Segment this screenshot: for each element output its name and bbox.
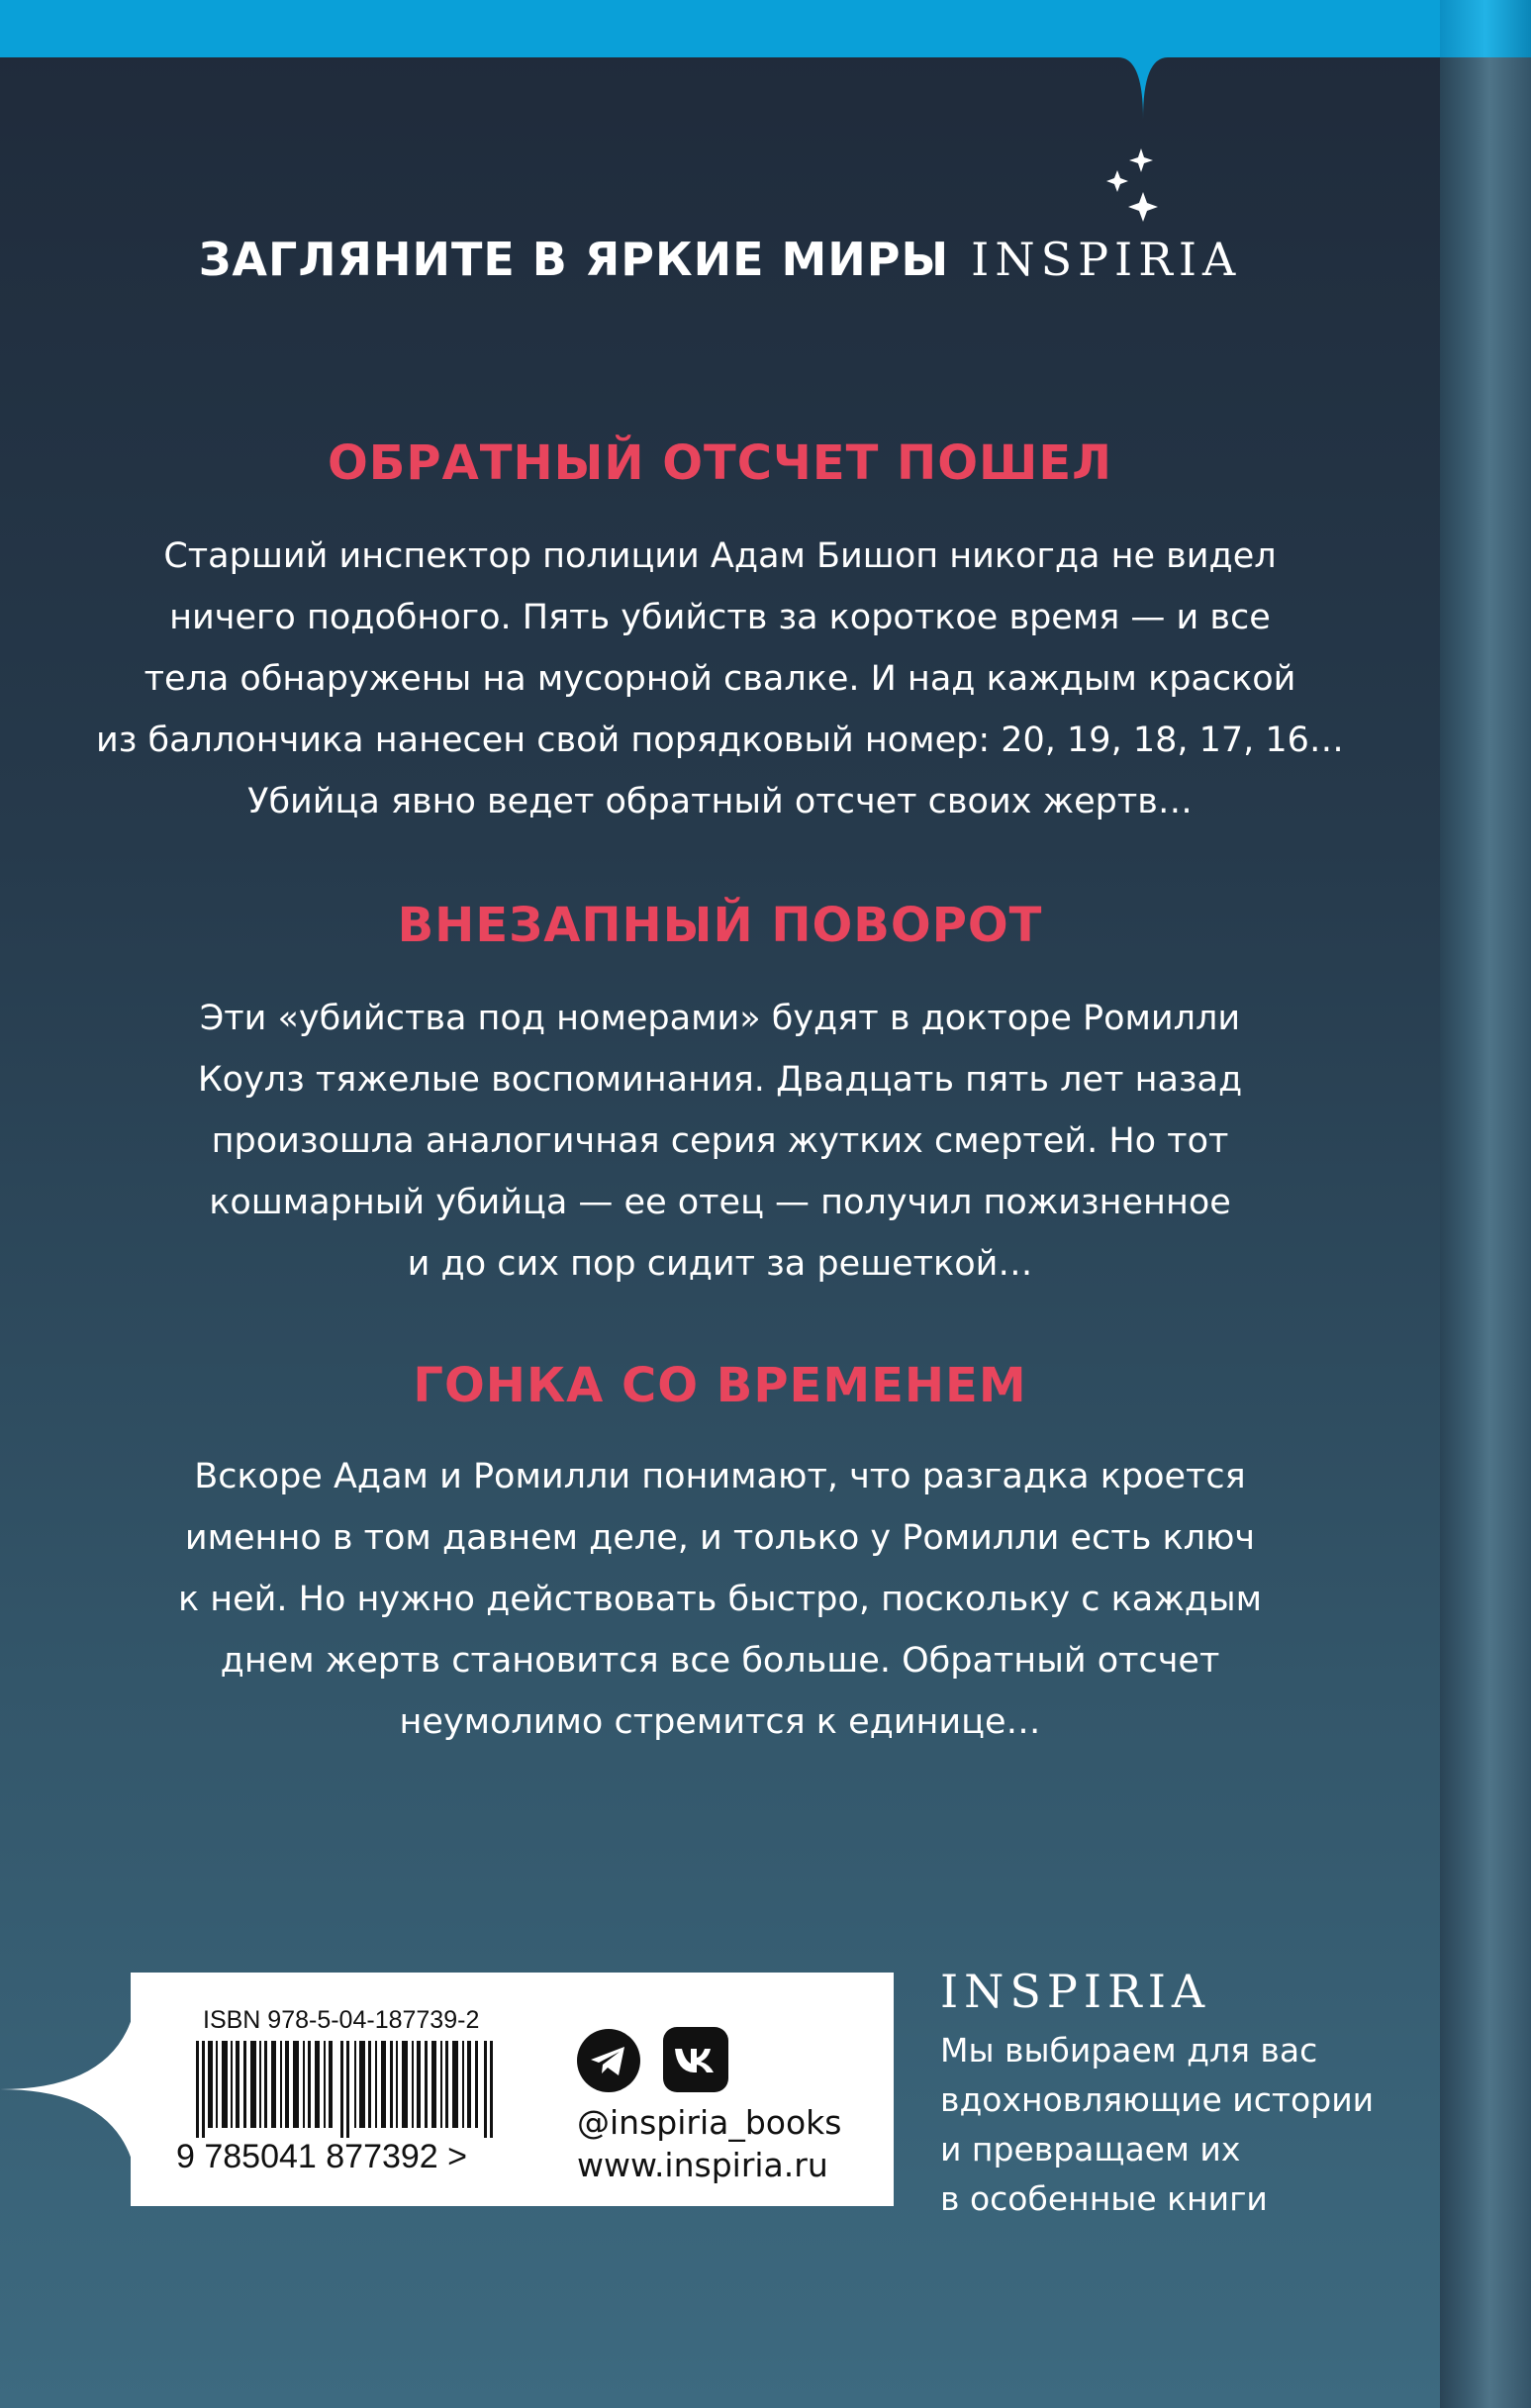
- barcode-icon: [196, 2041, 503, 2138]
- section-title: ГОНКА СО ВРЕМЕНЕМ: [413, 1358, 1027, 1413]
- paragraph-line: Вскоре Адам и Ромилли понимают, что разгадка кроется: [194, 1457, 1246, 1496]
- book-spine: [1440, 0, 1531, 2408]
- paragraph-line: и до сих пор сидит за решеткой…: [407, 1244, 1033, 1284]
- paragraph-line: Эти «убийства под номерами» будят в докторе Ромилли: [199, 999, 1241, 1038]
- tagline-line: вдохновляющие истории: [940, 2080, 1375, 2119]
- book-spine-top: [1440, 0, 1531, 57]
- top-band: [0, 0, 1440, 57]
- website-link[interactable]: www.inspiria.ru: [577, 2146, 828, 2184]
- tagline-line: в особенные книги: [940, 2179, 1268, 2218]
- headline-text: ЗАГЛЯНИТЕ В ЯРКИЕ МИРЫ: [198, 233, 950, 286]
- paragraph-line: Убийца явно ведет обратный отсчет своих жертв…: [247, 782, 1193, 821]
- section-title: ОБРАТНЫЙ ОТСЧЕТ ПОШЕЛ: [328, 435, 1112, 491]
- paragraph-line: ничего подобного. Пять убийств за короткое время — и все: [169, 598, 1271, 637]
- barcode-digits: 9 785041 877392 >: [176, 2138, 468, 2175]
- top-band-notch: [1074, 49, 1212, 119]
- paragraph-line: Старший инспектор полиции Адам Бишоп никогда не видел: [163, 536, 1277, 576]
- telegram-icon[interactable]: [577, 2029, 640, 2092]
- section-title: ВНЕЗАПНЫЙ ПОВОРОТ: [397, 898, 1043, 953]
- headline-brand: INSPIRIA: [971, 233, 1242, 286]
- barcode-box-curve: [0, 1973, 139, 2206]
- section-paragraph: [94, 1446, 1346, 1753]
- tagline-line: Мы выбираем для вас: [940, 2031, 1318, 2070]
- paragraph-line: днем жертв становится все больше. Обратный отсчет: [220, 1641, 1220, 1681]
- headline: [0, 233, 1440, 286]
- paragraph-line: кошмарный убийца — ее отец — получил пожизненное: [209, 1183, 1231, 1222]
- social-handle: @inspiria_books: [577, 2103, 842, 2142]
- isbn-text: ISBN 978-5-04-187739-2: [203, 2006, 480, 2034]
- paragraph-line: произошла аналогичная серия жутких смертей. Но тот: [211, 1121, 1229, 1161]
- section-paragraph: [94, 526, 1346, 832]
- paragraph-line: тела обнаружены на мусорной свалке. И над каждым краской: [144, 659, 1296, 699]
- paragraph-line: неумолимо стремится к единице…: [399, 1702, 1041, 1742]
- paragraph-line: Коулз тяжелые воспоминания. Двадцать пять лет назад: [197, 1060, 1243, 1100]
- footer-tagline: [940, 2026, 1374, 2224]
- footer-brand: INSPIRIA: [940, 1965, 1211, 2018]
- tagline-line: и превращаем их: [940, 2130, 1241, 2168]
- section-paragraph: [94, 988, 1346, 1295]
- vk-icon[interactable]: [663, 2027, 728, 2092]
- paragraph-line: к ней. Но нужно действовать быстро, поскольку с каждым: [178, 1580, 1262, 1619]
- paragraph-line: из баллончика нанесен свой порядковый номер: 20, 19, 18, 17, 16…: [96, 721, 1344, 760]
- sparkles-icon: [1103, 148, 1163, 228]
- paragraph-line: именно в том давнем деле, и только у Ромилли есть ключ: [184, 1518, 1256, 1558]
